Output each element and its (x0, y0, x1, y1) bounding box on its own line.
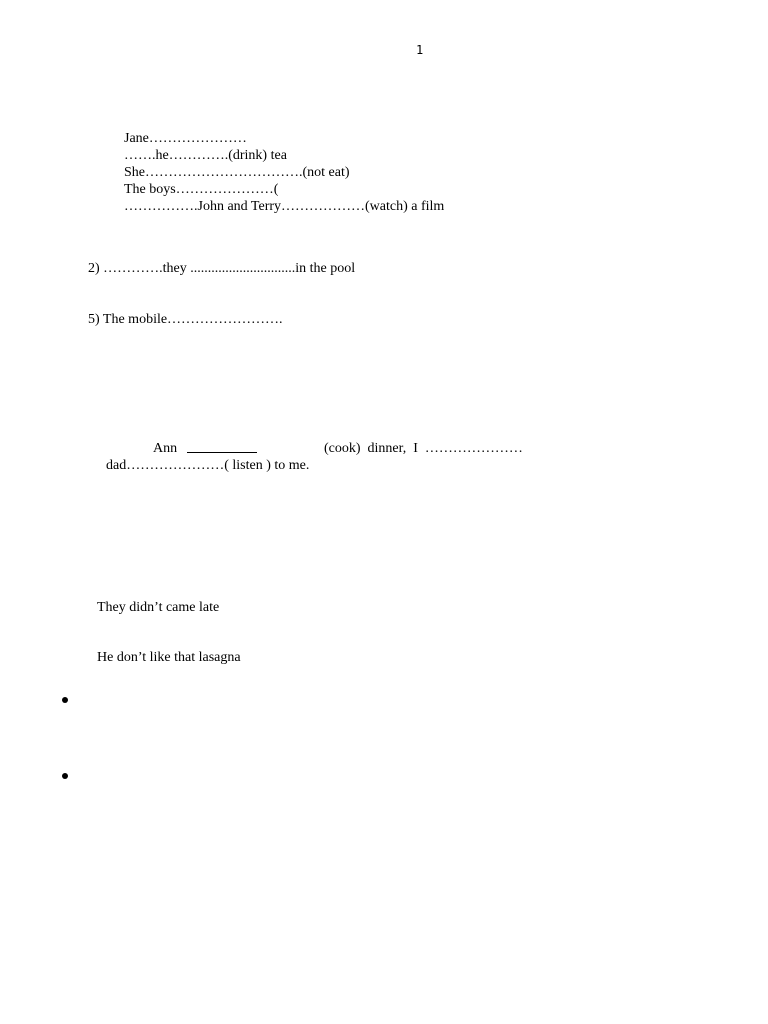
sentence-he: He don’t like that lasagna (97, 650, 241, 665)
sentence-they: They didn’t came late (97, 600, 220, 615)
paragraph-ann: Ann (153, 441, 178, 456)
exercise-line-not-eat: She…………………………….(not eat) (124, 165, 350, 180)
bullet-point (62, 773, 68, 779)
exercise-item-2: 2) ………….they ..............................in the pool (88, 261, 356, 276)
bullet-point (62, 697, 68, 703)
exercise-line-watch: …………….John and Terry………………(watch) a film (124, 199, 445, 214)
exercise-item-5: 5) The mobile……………………. (88, 312, 283, 327)
exercise-line-boys: The boys…………………( (124, 182, 279, 197)
exercise-line-drink: …….he………….(drink) tea (124, 148, 287, 163)
exercise-line-jane: Jane………………… (124, 131, 247, 146)
answer-blank (187, 440, 257, 453)
paragraph-cook: (cook) dinner, I ………………… (324, 441, 523, 456)
page-number: 1 (416, 43, 424, 57)
paragraph-dad: dad…………………( listen ) to me. (106, 458, 310, 473)
